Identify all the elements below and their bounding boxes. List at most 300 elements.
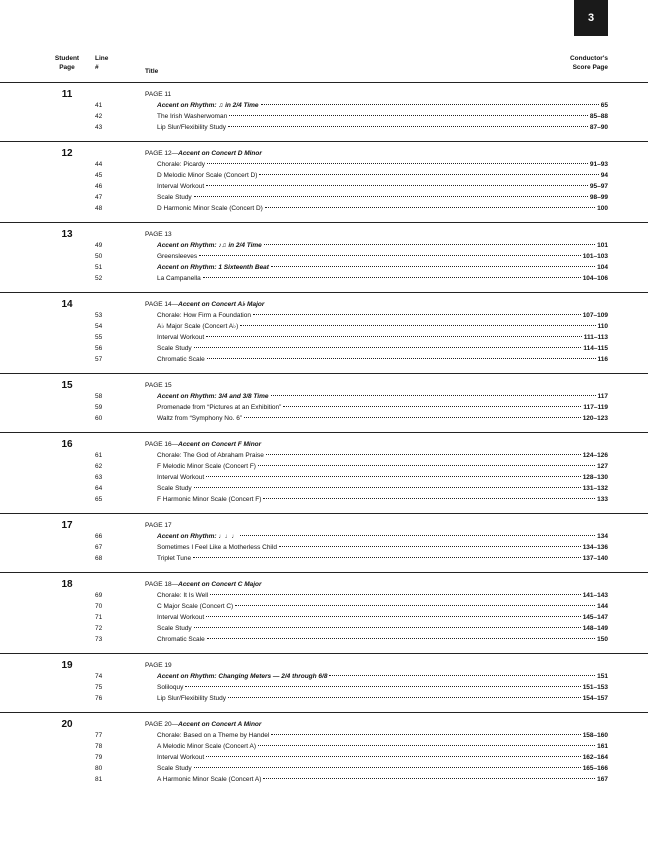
page-heading bbox=[145, 229, 648, 240]
toc-entry bbox=[0, 542, 648, 553]
dot-leader bbox=[235, 605, 595, 606]
page-heading bbox=[145, 520, 648, 531]
toc-entry bbox=[0, 763, 648, 774]
dot-leader bbox=[229, 115, 588, 116]
score-page: 144 bbox=[597, 603, 608, 610]
toc-entry bbox=[0, 122, 648, 133]
entry-title: Greensleeves bbox=[157, 253, 198, 260]
toc-entry bbox=[0, 251, 648, 262]
line-number: 67 bbox=[95, 544, 103, 551]
entry-title-wrap bbox=[157, 763, 608, 774]
toc-entry bbox=[0, 159, 648, 170]
score-page: 137–140 bbox=[582, 555, 608, 562]
page-heading bbox=[145, 660, 648, 671]
dot-leader bbox=[206, 756, 580, 757]
entry-title: Interval Workout bbox=[157, 334, 205, 341]
header-line-line2: # bbox=[95, 64, 99, 71]
line-number: 60 bbox=[95, 415, 103, 422]
dot-leader bbox=[194, 196, 588, 197]
toc-section bbox=[0, 513, 648, 572]
entry-title-wrap bbox=[157, 553, 608, 564]
toc-entry bbox=[0, 634, 648, 645]
entry-title-wrap bbox=[157, 343, 608, 354]
score-page: 116 bbox=[597, 356, 608, 363]
entry-title: Accent on Rhythm: ♫ in 2/4 Time bbox=[157, 102, 259, 109]
entry-title-wrap bbox=[157, 111, 608, 122]
page-heading-topic: Accent on Concert C Major bbox=[178, 581, 262, 588]
toc-entry bbox=[0, 601, 648, 612]
entry-title-wrap bbox=[157, 774, 608, 785]
score-page: 145–147 bbox=[582, 614, 608, 621]
page-heading bbox=[145, 89, 648, 100]
student-page-number: 20 bbox=[61, 719, 73, 730]
score-page: 134 bbox=[597, 533, 608, 540]
entry-title-wrap bbox=[157, 159, 608, 170]
toc-entry bbox=[0, 354, 648, 365]
dot-leader bbox=[194, 347, 582, 348]
entry-title: Accent on Rhythm: 3/4 and 3/8 Time bbox=[157, 393, 269, 400]
toc-section bbox=[0, 222, 648, 292]
dot-leader bbox=[253, 314, 581, 315]
entry-title: A Harmonic Minor Scale (Concert A) bbox=[157, 776, 262, 783]
dot-leader bbox=[203, 277, 581, 278]
dot-leader bbox=[240, 535, 595, 536]
dot-leader bbox=[206, 336, 582, 337]
toc-entry bbox=[0, 682, 648, 693]
toc-section bbox=[0, 82, 648, 141]
toc-entry bbox=[0, 693, 648, 704]
toc-entry bbox=[0, 181, 648, 192]
entry-title-wrap bbox=[157, 752, 608, 763]
score-page: 161 bbox=[597, 743, 608, 750]
dot-leader bbox=[207, 163, 588, 164]
entry-title: A♭ Major Scale (Concert A♭) bbox=[157, 323, 239, 330]
entry-title-wrap bbox=[157, 542, 608, 553]
toc-entry bbox=[0, 623, 648, 634]
entry-title: Accent on Rhythm: ♩♩♩ bbox=[157, 533, 238, 540]
page-heading-topic: Accent on Concert F Minor bbox=[178, 441, 262, 448]
toc-entry bbox=[0, 671, 648, 682]
entry-title: Accent on Rhythm: ♪♫ in 2/4 Time bbox=[157, 242, 262, 249]
entry-title: Lip Slur/Flexibility Study bbox=[157, 695, 226, 702]
toc-entry bbox=[0, 730, 648, 741]
header-score-page bbox=[548, 54, 608, 72]
dot-leader bbox=[261, 104, 599, 105]
line-number: 53 bbox=[95, 312, 103, 319]
dot-leader bbox=[283, 406, 581, 407]
score-page: 128–130 bbox=[582, 474, 608, 481]
line-number: 71 bbox=[95, 614, 103, 621]
dot-leader bbox=[207, 638, 595, 639]
toc-entry bbox=[0, 612, 648, 623]
entry-title: Chorale: Picardy bbox=[157, 161, 206, 168]
entry-title-wrap bbox=[157, 671, 608, 682]
student-page-number: 16 bbox=[61, 439, 73, 450]
entry-title-wrap bbox=[157, 413, 608, 424]
entry-title: Interval Workout bbox=[157, 474, 205, 481]
toc-entry bbox=[0, 192, 648, 203]
student-page-number: 17 bbox=[61, 520, 73, 531]
line-number: 63 bbox=[95, 474, 103, 481]
entry-title-wrap bbox=[157, 354, 608, 365]
score-page: 124–126 bbox=[582, 452, 608, 459]
entry-title-wrap bbox=[157, 391, 608, 402]
entry-title: Promenade from “Pictures at an Exhibition” bbox=[157, 404, 282, 411]
toc-entry bbox=[0, 553, 648, 564]
entry-title: Chromatic Scale bbox=[157, 356, 205, 363]
toc-entry bbox=[0, 391, 648, 402]
entry-title: Sometimes I Feel Like a Motherless Child bbox=[157, 544, 277, 551]
page-heading bbox=[145, 719, 648, 730]
toc-entry bbox=[0, 741, 648, 752]
line-number: 41 bbox=[95, 102, 103, 109]
header-title: Title bbox=[145, 68, 159, 75]
student-page-number: 15 bbox=[61, 380, 73, 391]
dot-leader bbox=[271, 266, 595, 267]
entry-title-wrap bbox=[157, 251, 608, 262]
toc-entry bbox=[0, 590, 648, 601]
line-number: 54 bbox=[95, 323, 103, 330]
dot-leader bbox=[265, 207, 595, 208]
page-heading-label: PAGE 16— bbox=[145, 441, 179, 448]
student-page-number: 18 bbox=[61, 579, 73, 590]
entry-title-wrap bbox=[157, 623, 608, 634]
entry-title: Accent on Rhythm: Changing Meters — 2/4 through 6/8 bbox=[157, 673, 328, 680]
dot-leader bbox=[194, 627, 581, 628]
dot-leader bbox=[258, 745, 595, 746]
entry-title: Scale Study bbox=[157, 194, 192, 201]
entry-title: Chromatic Scale bbox=[157, 636, 205, 643]
entry-title-wrap bbox=[157, 100, 608, 111]
line-number: 74 bbox=[95, 673, 103, 680]
score-page: 98–99 bbox=[589, 194, 608, 201]
entry-title: Accent on Rhythm: 1 Sixteenth Beat bbox=[157, 264, 269, 271]
line-number: 73 bbox=[95, 636, 103, 643]
line-number: 76 bbox=[95, 695, 103, 702]
page-heading-label: PAGE 14— bbox=[145, 301, 179, 308]
dot-leader bbox=[210, 594, 581, 595]
dot-leader bbox=[240, 325, 595, 326]
score-page: 151 bbox=[597, 673, 608, 680]
score-page: 110 bbox=[597, 323, 608, 330]
entry-title: D Melodic Minor Scale (Concert D) bbox=[157, 172, 258, 179]
header-student-line2: Page bbox=[59, 64, 75, 71]
toc-section bbox=[0, 432, 648, 513]
entry-title-wrap bbox=[157, 741, 608, 752]
toc-entry bbox=[0, 262, 648, 273]
score-page: 94 bbox=[600, 172, 608, 179]
toc-entry bbox=[0, 343, 648, 354]
entry-title: F Harmonic Minor Scale (Concert F) bbox=[157, 496, 262, 503]
line-number: 48 bbox=[95, 205, 103, 212]
score-page: 95–97 bbox=[589, 183, 608, 190]
toc-section bbox=[0, 712, 648, 793]
dot-leader bbox=[206, 185, 588, 186]
toc-entry bbox=[0, 461, 648, 472]
toc-entry bbox=[0, 450, 648, 461]
toc-entry bbox=[0, 273, 648, 284]
entry-title-wrap bbox=[157, 494, 608, 505]
entry-title: Triplet Tune bbox=[157, 555, 192, 562]
page-heading-topic: Accent on Concert A Minor bbox=[178, 721, 262, 728]
line-number: 42 bbox=[95, 113, 103, 120]
line-number: 77 bbox=[95, 732, 103, 739]
toc-entry bbox=[0, 774, 648, 785]
score-page: 167 bbox=[597, 776, 608, 783]
dot-leader bbox=[244, 417, 581, 418]
dot-leader bbox=[194, 487, 581, 488]
dot-leader bbox=[207, 358, 596, 359]
toc-entry bbox=[0, 203, 648, 214]
student-page-number: 11 bbox=[61, 89, 73, 100]
entry-title-wrap bbox=[157, 122, 608, 133]
entry-title-wrap bbox=[157, 483, 608, 494]
score-page: 85–88 bbox=[589, 113, 608, 120]
line-number: 55 bbox=[95, 334, 103, 341]
score-page: 100 bbox=[597, 205, 608, 212]
entry-title: Scale Study bbox=[157, 625, 192, 632]
entry-title: Chorale: The God of Abraham Praise bbox=[157, 452, 264, 459]
entry-title-wrap bbox=[157, 273, 608, 284]
toc-entry bbox=[0, 531, 648, 542]
header-score-line2: Score Page bbox=[572, 64, 608, 71]
score-page: 104–106 bbox=[582, 275, 608, 282]
toc-section bbox=[0, 292, 648, 373]
page-heading bbox=[145, 299, 648, 310]
line-number: 80 bbox=[95, 765, 103, 772]
score-page: 148–149 bbox=[582, 625, 608, 632]
header-score-line1: Conductor's bbox=[569, 55, 608, 62]
entry-title-wrap bbox=[157, 450, 608, 461]
dot-leader bbox=[263, 778, 595, 779]
entry-title: Chorale: It Is Well bbox=[157, 592, 209, 599]
page-heading-label: PAGE 18— bbox=[145, 581, 179, 588]
line-number: 50 bbox=[95, 253, 103, 260]
score-page: 162–164 bbox=[582, 754, 608, 761]
line-number: 78 bbox=[95, 743, 103, 750]
dot-leader bbox=[271, 734, 580, 735]
score-page: 65 bbox=[600, 102, 608, 109]
score-page: 154–157 bbox=[582, 695, 608, 702]
line-number: 64 bbox=[95, 485, 103, 492]
line-number: 68 bbox=[95, 555, 103, 562]
line-number: 65 bbox=[95, 496, 103, 503]
page-heading-topic: Accent on Concert A♭ Major bbox=[178, 301, 265, 308]
dot-leader bbox=[193, 557, 581, 558]
line-number: 57 bbox=[95, 356, 103, 363]
page-heading bbox=[145, 148, 648, 159]
score-page: 133 bbox=[597, 496, 608, 503]
score-page: 151–153 bbox=[582, 684, 608, 691]
toc-entry bbox=[0, 321, 648, 332]
column-headers bbox=[0, 52, 648, 82]
entry-title-wrap bbox=[157, 402, 608, 413]
line-number: 45 bbox=[95, 172, 103, 179]
score-page: 141–143 bbox=[582, 592, 608, 599]
score-page: 165–166 bbox=[582, 765, 608, 772]
entry-title: D Harmonic Minor Scale (Concert D) bbox=[157, 205, 263, 212]
score-page: 114–115 bbox=[583, 345, 608, 352]
entry-title-wrap bbox=[157, 601, 608, 612]
page-heading bbox=[145, 579, 648, 590]
entry-title-wrap bbox=[157, 240, 608, 251]
line-number: 47 bbox=[95, 194, 103, 201]
dot-leader bbox=[228, 697, 581, 698]
entry-title: Scale Study bbox=[157, 345, 192, 352]
dot-leader bbox=[264, 244, 595, 245]
dot-leader bbox=[259, 174, 598, 175]
line-number: 49 bbox=[95, 242, 103, 249]
student-page-number: 13 bbox=[61, 229, 73, 240]
entry-title-wrap bbox=[157, 192, 608, 203]
entry-title-wrap bbox=[157, 634, 608, 645]
entry-title: Scale Study bbox=[157, 485, 192, 492]
page-heading-label: PAGE 17 bbox=[145, 522, 172, 529]
toc-section bbox=[0, 572, 648, 653]
entry-title-wrap bbox=[157, 321, 608, 332]
toc-entry bbox=[0, 752, 648, 763]
line-number: 70 bbox=[95, 603, 103, 610]
page-heading-label: PAGE 13 bbox=[145, 231, 172, 238]
line-number: 66 bbox=[95, 533, 103, 540]
score-page: 87–90 bbox=[589, 124, 608, 131]
page-number: 3 bbox=[587, 12, 595, 24]
table-of-contents bbox=[0, 82, 648, 793]
toc-section bbox=[0, 653, 648, 712]
entry-title-wrap bbox=[157, 531, 608, 542]
entry-title: The Irish Washerwoman bbox=[157, 113, 228, 120]
line-number: 75 bbox=[95, 684, 103, 691]
score-page: 120–123 bbox=[582, 415, 608, 422]
toc-entry bbox=[0, 472, 648, 483]
dot-leader bbox=[194, 767, 581, 768]
header-line-line1: Line bbox=[95, 55, 109, 62]
score-page: 131–132 bbox=[582, 485, 608, 492]
dot-leader bbox=[329, 675, 595, 676]
toc-entry bbox=[0, 494, 648, 505]
entry-title-wrap bbox=[157, 203, 608, 214]
page-heading-label: PAGE 15 bbox=[145, 382, 172, 389]
header-student-page bbox=[50, 54, 84, 72]
line-number: 72 bbox=[95, 625, 103, 632]
toc-entry bbox=[0, 100, 648, 111]
dot-leader bbox=[266, 454, 581, 455]
entry-title-wrap bbox=[157, 310, 608, 321]
entry-title-wrap bbox=[157, 181, 608, 192]
entry-title: C Major Scale (Concert C) bbox=[157, 603, 234, 610]
dot-leader bbox=[271, 395, 596, 396]
entry-title: Waltz from “Symphony No. 6” bbox=[157, 415, 243, 422]
entry-title: F Melodic Minor Scale (Concert F) bbox=[157, 463, 256, 470]
score-page: 101–103 bbox=[582, 253, 608, 260]
entry-title-wrap bbox=[157, 170, 608, 181]
dot-leader bbox=[228, 126, 588, 127]
entry-title-wrap bbox=[157, 262, 608, 273]
toc-entry bbox=[0, 240, 648, 251]
page-heading bbox=[145, 380, 648, 391]
page-heading-label: PAGE 12— bbox=[145, 150, 179, 157]
score-page: 117 bbox=[597, 393, 608, 400]
toc-entry bbox=[0, 310, 648, 321]
entry-title-wrap bbox=[157, 730, 608, 741]
page-number-tab bbox=[574, 0, 608, 36]
score-page: 134–136 bbox=[582, 544, 608, 551]
score-page: 117–119 bbox=[583, 404, 608, 411]
line-number: 43 bbox=[95, 124, 103, 131]
entry-title-wrap bbox=[157, 682, 608, 693]
line-number: 81 bbox=[95, 776, 103, 783]
student-page-number: 14 bbox=[61, 299, 73, 310]
dot-leader bbox=[258, 465, 595, 466]
score-page: 150 bbox=[597, 636, 608, 643]
page-heading-topic: Accent on Concert D Minor bbox=[178, 150, 262, 157]
dot-leader bbox=[199, 255, 581, 256]
score-page: 101 bbox=[597, 242, 608, 249]
header-line-number bbox=[95, 54, 113, 72]
score-page: 127 bbox=[597, 463, 608, 470]
dot-leader bbox=[263, 498, 595, 499]
entry-title-wrap bbox=[157, 332, 608, 343]
entry-title: Lip Slur/Flexibility Study bbox=[157, 124, 226, 131]
dot-leader bbox=[185, 686, 580, 687]
line-number: 51 bbox=[95, 264, 103, 271]
entry-title-wrap bbox=[157, 590, 608, 601]
dot-leader bbox=[206, 616, 580, 617]
score-page: 111–113 bbox=[583, 334, 608, 341]
score-page: 91–93 bbox=[589, 161, 608, 168]
entry-title-wrap bbox=[157, 612, 608, 623]
dot-leader bbox=[279, 546, 581, 547]
entry-title-wrap bbox=[157, 472, 608, 483]
score-page: 107–109 bbox=[582, 312, 608, 319]
toc-entry bbox=[0, 170, 648, 181]
entry-title: Scale Study bbox=[157, 765, 192, 772]
line-number: 58 bbox=[95, 393, 103, 400]
score-page: 104 bbox=[597, 264, 608, 271]
header-student-line1: Student bbox=[54, 55, 80, 62]
entry-title: Soliloquy bbox=[157, 684, 184, 691]
student-page-number: 19 bbox=[61, 660, 73, 671]
dot-leader bbox=[206, 476, 580, 477]
entry-title-wrap bbox=[157, 461, 608, 472]
line-number: 56 bbox=[95, 345, 103, 352]
entry-title: Interval Workout bbox=[157, 614, 205, 621]
entry-title: Chorale: How Firm a Foundation bbox=[157, 312, 251, 319]
line-number: 52 bbox=[95, 275, 103, 282]
entry-title: Interval Workout bbox=[157, 754, 205, 761]
toc-section bbox=[0, 373, 648, 432]
toc-entry bbox=[0, 332, 648, 343]
student-page-number: 12 bbox=[61, 148, 73, 159]
entry-title: Interval Workout bbox=[157, 183, 205, 190]
line-number: 44 bbox=[95, 161, 103, 168]
line-number: 61 bbox=[95, 452, 103, 459]
toc-entry bbox=[0, 111, 648, 122]
toc-entry bbox=[0, 402, 648, 413]
score-page: 158–160 bbox=[582, 732, 608, 739]
entry-title: La Campanella bbox=[157, 275, 201, 282]
line-number: 59 bbox=[95, 404, 103, 411]
line-number: 79 bbox=[95, 754, 103, 761]
line-number: 69 bbox=[95, 592, 103, 599]
line-number: 62 bbox=[95, 463, 103, 470]
entry-title-wrap bbox=[157, 693, 608, 704]
toc-entry bbox=[0, 483, 648, 494]
page-heading-label: PAGE 11 bbox=[145, 91, 172, 98]
toc-entry bbox=[0, 413, 648, 424]
line-number: 46 bbox=[95, 183, 103, 190]
entry-title: Chorale: Based on a Theme by Handel bbox=[157, 732, 270, 739]
